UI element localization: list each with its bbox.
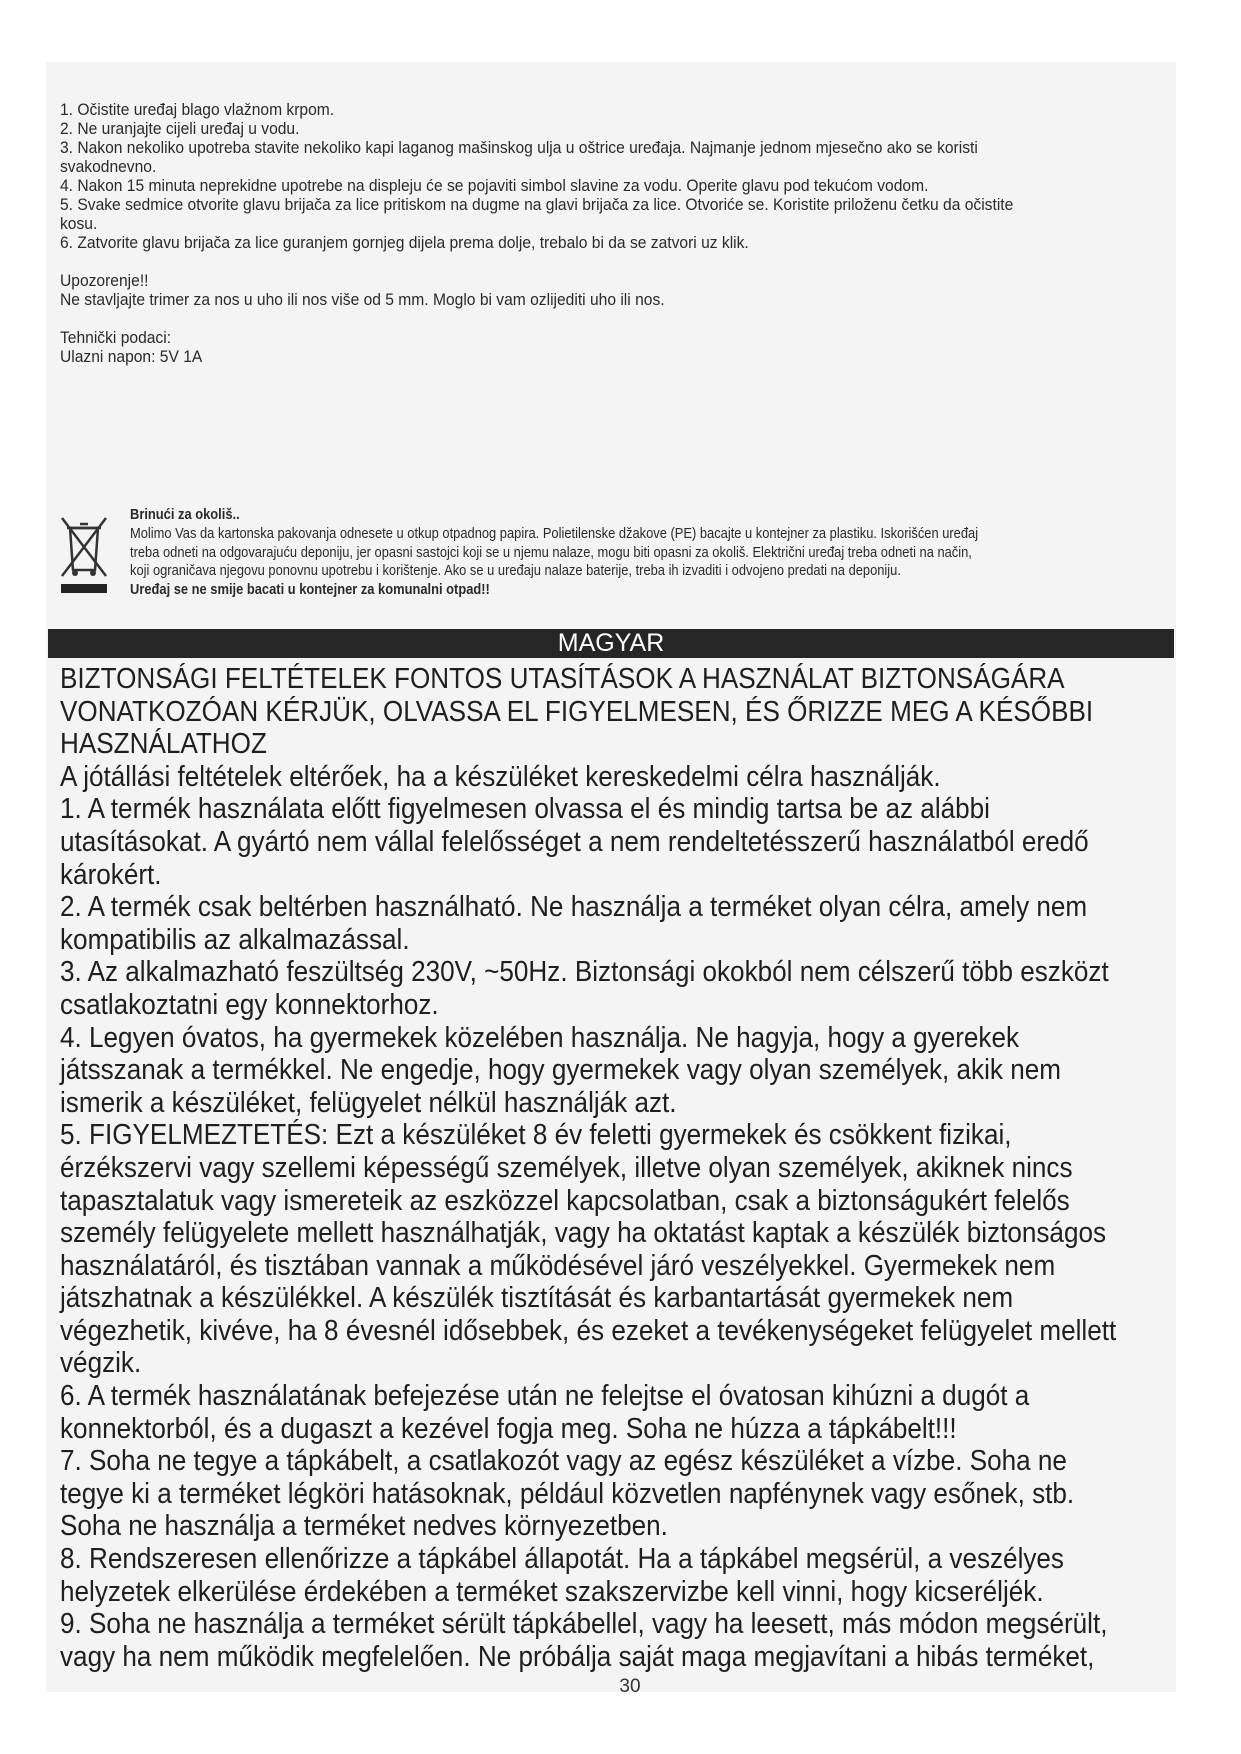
step-line: 4. Nakon 15 minuta neprekidne upotrebe na displeju će se pojaviti simbol slavine za vodu. Operite glavu pod tekućom vodom. <box>60 176 929 195</box>
language-banner: MAGYAR <box>48 629 1174 658</box>
hu-line: károkért. <box>60 858 162 891</box>
hu-line: személy felügyelete mellett használhatják, vagy ha oktatást kaptak a készülék biztonságos <box>60 1217 1107 1250</box>
cleaning-instructions <box>60 100 1102 366</box>
step-line: kosu. <box>60 214 98 233</box>
step-line: 3. Nakon nekoliko upotreba stavite nekoliko kapi laganog mašinskog ulja u oštrice uređaja. Najmanje jednom mjesečno ako se koristi <box>60 138 978 157</box>
hu-line: játszhatnak a készülékkel. A készülék tisztítását és karbantartását gyermekek nem <box>60 1282 1014 1315</box>
hu-line: 3. Az alkalmazható feszültség 230V, ~50Hz. Biztonsági okokból nem célszerű több eszközt <box>60 956 1109 989</box>
environment-text <box>130 506 1102 600</box>
hu-line: érzékszervi vagy szellemi képességű személyek, illetve olyan személyek, akiknek nincs <box>60 1151 1073 1184</box>
hu-line: konnektorból, és a dugaszt a kezével fogja meg. Soha ne húzza a tápkábelt!!! <box>60 1412 957 1445</box>
step-line: 5. Svake sedmice otvorite glavu brijača za lice pritiskom na dugme na glavi brijača za lice. Otvoriće se. Koristite priloženu četku da očistite <box>60 195 1014 214</box>
hu-line: 1. A termék használata előtt figyelmesen olvassa el és mindig tartsa be az alábbi <box>60 793 990 826</box>
warning-title: Upozorenje!! <box>60 271 149 290</box>
hu-line: végzik. <box>60 1347 142 1380</box>
hu-line: csatlakoztatni egy konnektorhoz. <box>60 988 439 1021</box>
hu-line: 2. A termék csak beltérben használható. Ne használja a terméket olyan célra, amely nem <box>60 891 1088 924</box>
environment-line: treba odneti na odgovarajuću deponiju, jer opasni sastojci koji se u njemu nalaze, mogu biti opasni za okoliš. Električni uređaj treba odneti na način, <box>130 543 972 561</box>
hu-line: tegye ki a terméket légköri hatásoknak, például közvetlen napfénynek vagy esőnek, stb. <box>60 1477 1075 1510</box>
hu-line: HASZNÁLATHOZ <box>60 728 267 761</box>
hu-line: 4. Legyen óvatos, ha gyermekek közelében használja. Ne hagyja, hogy a gyerekek <box>60 1021 1020 1054</box>
hu-line: vagy ha nem működik megfelelően. Ne próbálja saját maga megjavítani a hibás terméket, <box>60 1640 1095 1673</box>
hu-line: utasításokat. A gyártó nem vállal felelősséget a nem rendeltetésszerű használatból eredő <box>60 825 1089 858</box>
hu-line: ismerik a készüléket, felügyelet nélkül használják azt. <box>60 1086 677 1119</box>
hu-line: 9. Soha ne használja a terméket sérült tápkábellel, vagy ha leesett, más módon megsérült, <box>60 1608 1108 1641</box>
warning-text: Ne stavljajte trimer za nos u uho ili nos više od 5 mm. Moglo bi vam ozlijediti uho ili nos. <box>60 290 665 309</box>
step-line: 1. Očistite uređaj blago vlažnom krpom. <box>60 100 335 119</box>
hu-line: A jótállási feltételek eltérőek, ha a készüléket kereskedelmi célra használják. <box>60 760 941 793</box>
environment-line: Molimo Vas da kartonska pakovanja odnesete u otkup otpadnog papira. Polietilenske džakove (PE) bacajte u kontejner za plastiku. Iskorišćen uređaj <box>130 524 979 542</box>
page-number: 30 <box>619 1676 641 1697</box>
environment-line: koji ograničava njegovu ponovnu upotrebu i korištenje. Ako se u uređaju nalaze baterije, treba ih izvaditi i odvojeno predati na deponiju. <box>130 562 901 580</box>
step-line: 6. Zatvorite glavu brijača za lice guranjem gornjeg dijela prema dolje, trebalo bi da se zatvori uz klik. <box>60 233 749 252</box>
step-line: 2. Ne uranjajte cijeli uređaj u vodu. <box>60 119 300 138</box>
crossed-out-wheelie-bin-icon <box>58 510 110 602</box>
hu-line: végezhetik, kivéve, ha 8 évesnél idősebbek, és ezeket a tevékenységeket felügyelet mellett <box>60 1314 1117 1347</box>
environment-notice <box>58 506 1178 606</box>
specs-title: Tehnički podaci: <box>60 328 172 347</box>
hu-line: VONATKOZÓAN KÉRJÜK, OLVASSA EL FIGYELMESEN, ÉS ŐRIZZE MEG A KÉSŐBBI <box>60 695 1094 728</box>
hu-line: 8. Rendszeresen ellenőrizze a tápkábel állapotát. Ha a tápkábel megsérül, a veszélyes <box>60 1543 1064 1576</box>
environment-final-note: Uređaj se ne smije bacati u kontejner za komunalni otpad!! <box>130 581 490 599</box>
environment-title: Brinući za okoliš.. <box>130 506 240 523</box>
hu-line: használatáról, és tisztában vannak a működésével járó veszélyekkel. Gyermekek nem <box>60 1249 1056 1282</box>
hungarian-safety-section <box>60 663 1158 1673</box>
specs-voltage: Ulazni napon: 5V 1A <box>60 347 203 366</box>
hu-line: játsszanak a termékkel. Ne engedje, hogy gyermekek vagy olyan személyek, akik nem <box>60 1054 1061 1087</box>
hu-line: 5. FIGYELMEZTETÉS: Ezt a készüléket 8 év feletti gyermekek és csökkent fizikai, <box>60 1119 1012 1152</box>
step-line: svakodnevno. <box>60 157 157 176</box>
hu-line: kompatibilis az alkalmazással. <box>60 923 410 956</box>
hu-line: BIZTONSÁGI FELTÉTELEK FONTOS UTASÍTÁSOK A HASZNÁLAT BIZTONSÁGÁRA <box>60 663 1065 695</box>
hu-line: helyzetek elkerülése érdekében a terméket szakszervizbe kell vinni, hogy kicseréljék. <box>60 1575 1044 1608</box>
hu-line: 6. A termék használatának befejezése után ne felejtse el óvatosan kihúzni a dugót a <box>60 1380 1030 1413</box>
hu-line: Soha ne használja a terméket nedves környezetben. <box>60 1510 668 1543</box>
hu-line: 7. Soha ne tegye a tápkábelt, a csatlakozót vagy az egész készüléket a vízbe. Soha ne <box>60 1445 1067 1478</box>
hu-line: tapasztalatuk vagy ismereteik az eszközzel kapcsolatban, csak a biztonságukért felelős <box>60 1184 1070 1217</box>
